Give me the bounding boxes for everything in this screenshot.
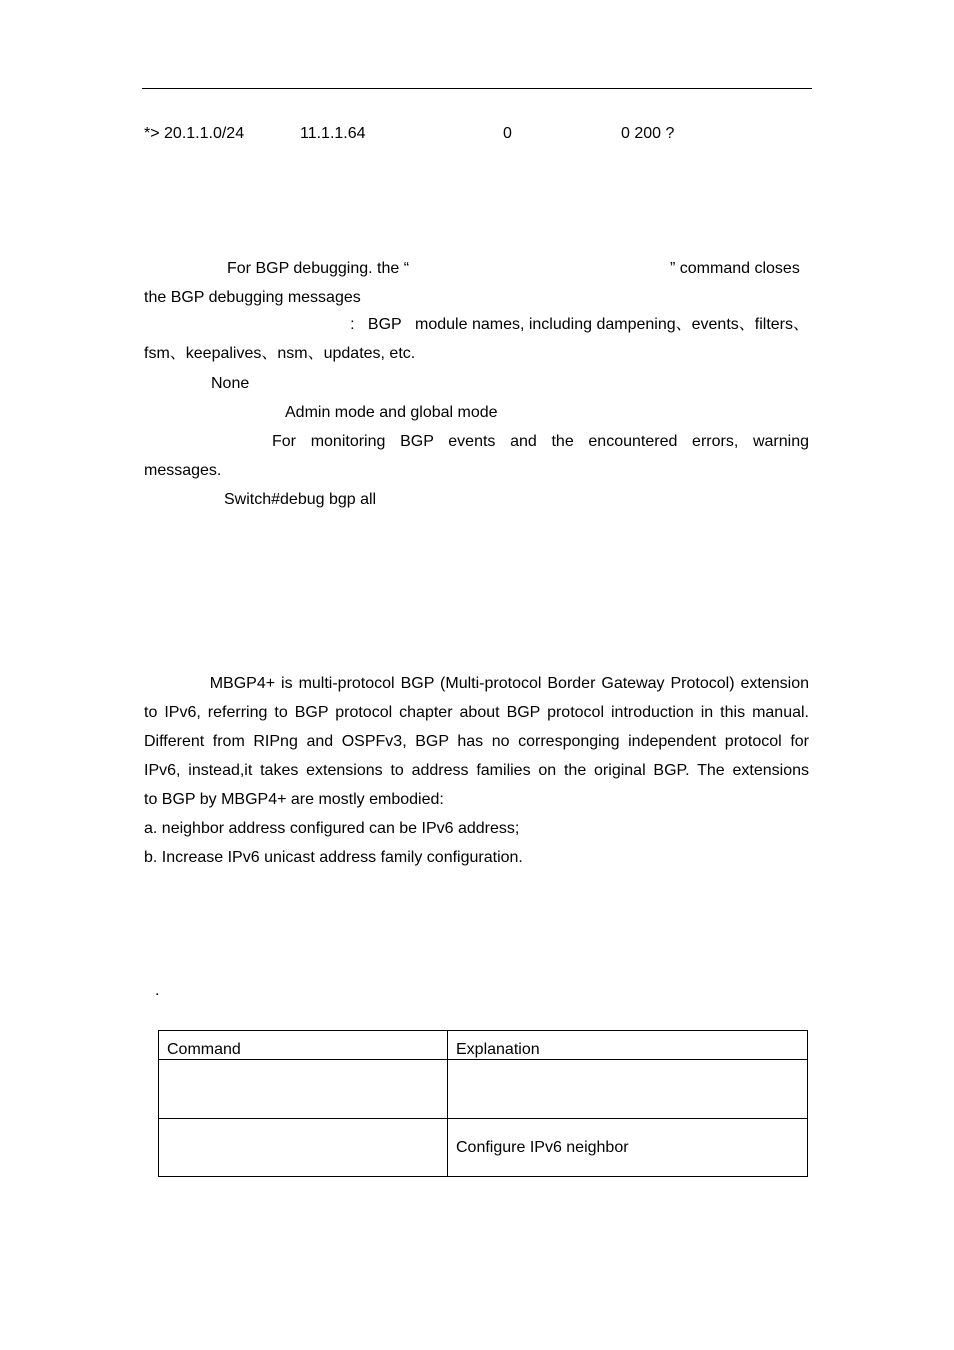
table-cell xyxy=(159,1060,448,1119)
header-rule xyxy=(142,88,812,89)
table-cell xyxy=(159,1119,448,1177)
intro-line: IPv6, instead,it takes extensions to address families on the original BGP. The extensions xyxy=(144,762,809,779)
debug-mode: Admin mode and global mode xyxy=(285,404,498,421)
route-path: 0 200 ? xyxy=(621,125,675,142)
debug-parameter-cont: fsm、keepalives、nsm、updates, etc. xyxy=(144,345,416,362)
table-row xyxy=(159,1119,808,1177)
table-row xyxy=(159,1060,808,1119)
intro-list-item: b. Increase IPv6 unicast address family configuration. xyxy=(144,849,523,866)
debug-example: Switch#debug bgp all xyxy=(224,491,377,508)
route-network: *> 20.1.1.0/24 xyxy=(144,125,245,142)
debug-usage-cont: messages. xyxy=(144,462,222,479)
mbgp-introduction xyxy=(144,669,809,872)
table-cell xyxy=(448,1060,808,1119)
debug-description-end: ” command closes xyxy=(670,260,800,277)
route-metric: 0 xyxy=(503,125,512,142)
intro-line: to IPv6, referring to BGP protocol chapter about BGP protocol introduction in this manual. xyxy=(144,704,809,721)
debug-description-cont: the BGP debugging messages xyxy=(144,289,361,306)
header-command: Command xyxy=(159,1031,448,1060)
intro-line: MBGP4+ is multi-protocol BGP (Multi-protocol Border Gateway Protocol) extension xyxy=(144,675,809,692)
debug-usage: For monitoring BGP events and the encountered errors, warning xyxy=(272,433,809,450)
intro-list-item: a. neighbor address configured can be IPv6 address; xyxy=(144,820,520,837)
command-table xyxy=(158,1030,808,1177)
table-header-row xyxy=(159,1031,808,1060)
debug-description-start: For BGP debugging. the “ xyxy=(227,260,410,277)
table-cell: Configure IPv6 neighbor xyxy=(448,1119,808,1177)
route-next-hop: 11.1.1.64 xyxy=(300,125,366,142)
header-explanation: Explanation xyxy=(448,1031,808,1060)
intro-line: to BGP by MBGP4+ are mostly embodied: xyxy=(144,791,444,808)
bullet-dot: . xyxy=(155,982,160,999)
debug-default: None xyxy=(211,375,250,392)
intro-line: Different from RIPng and OSPFv3, BGP has no corresponging independent protocol for xyxy=(144,733,809,750)
debug-parameter: : BGP module names, including dampening、events、filters、 xyxy=(350,316,809,333)
